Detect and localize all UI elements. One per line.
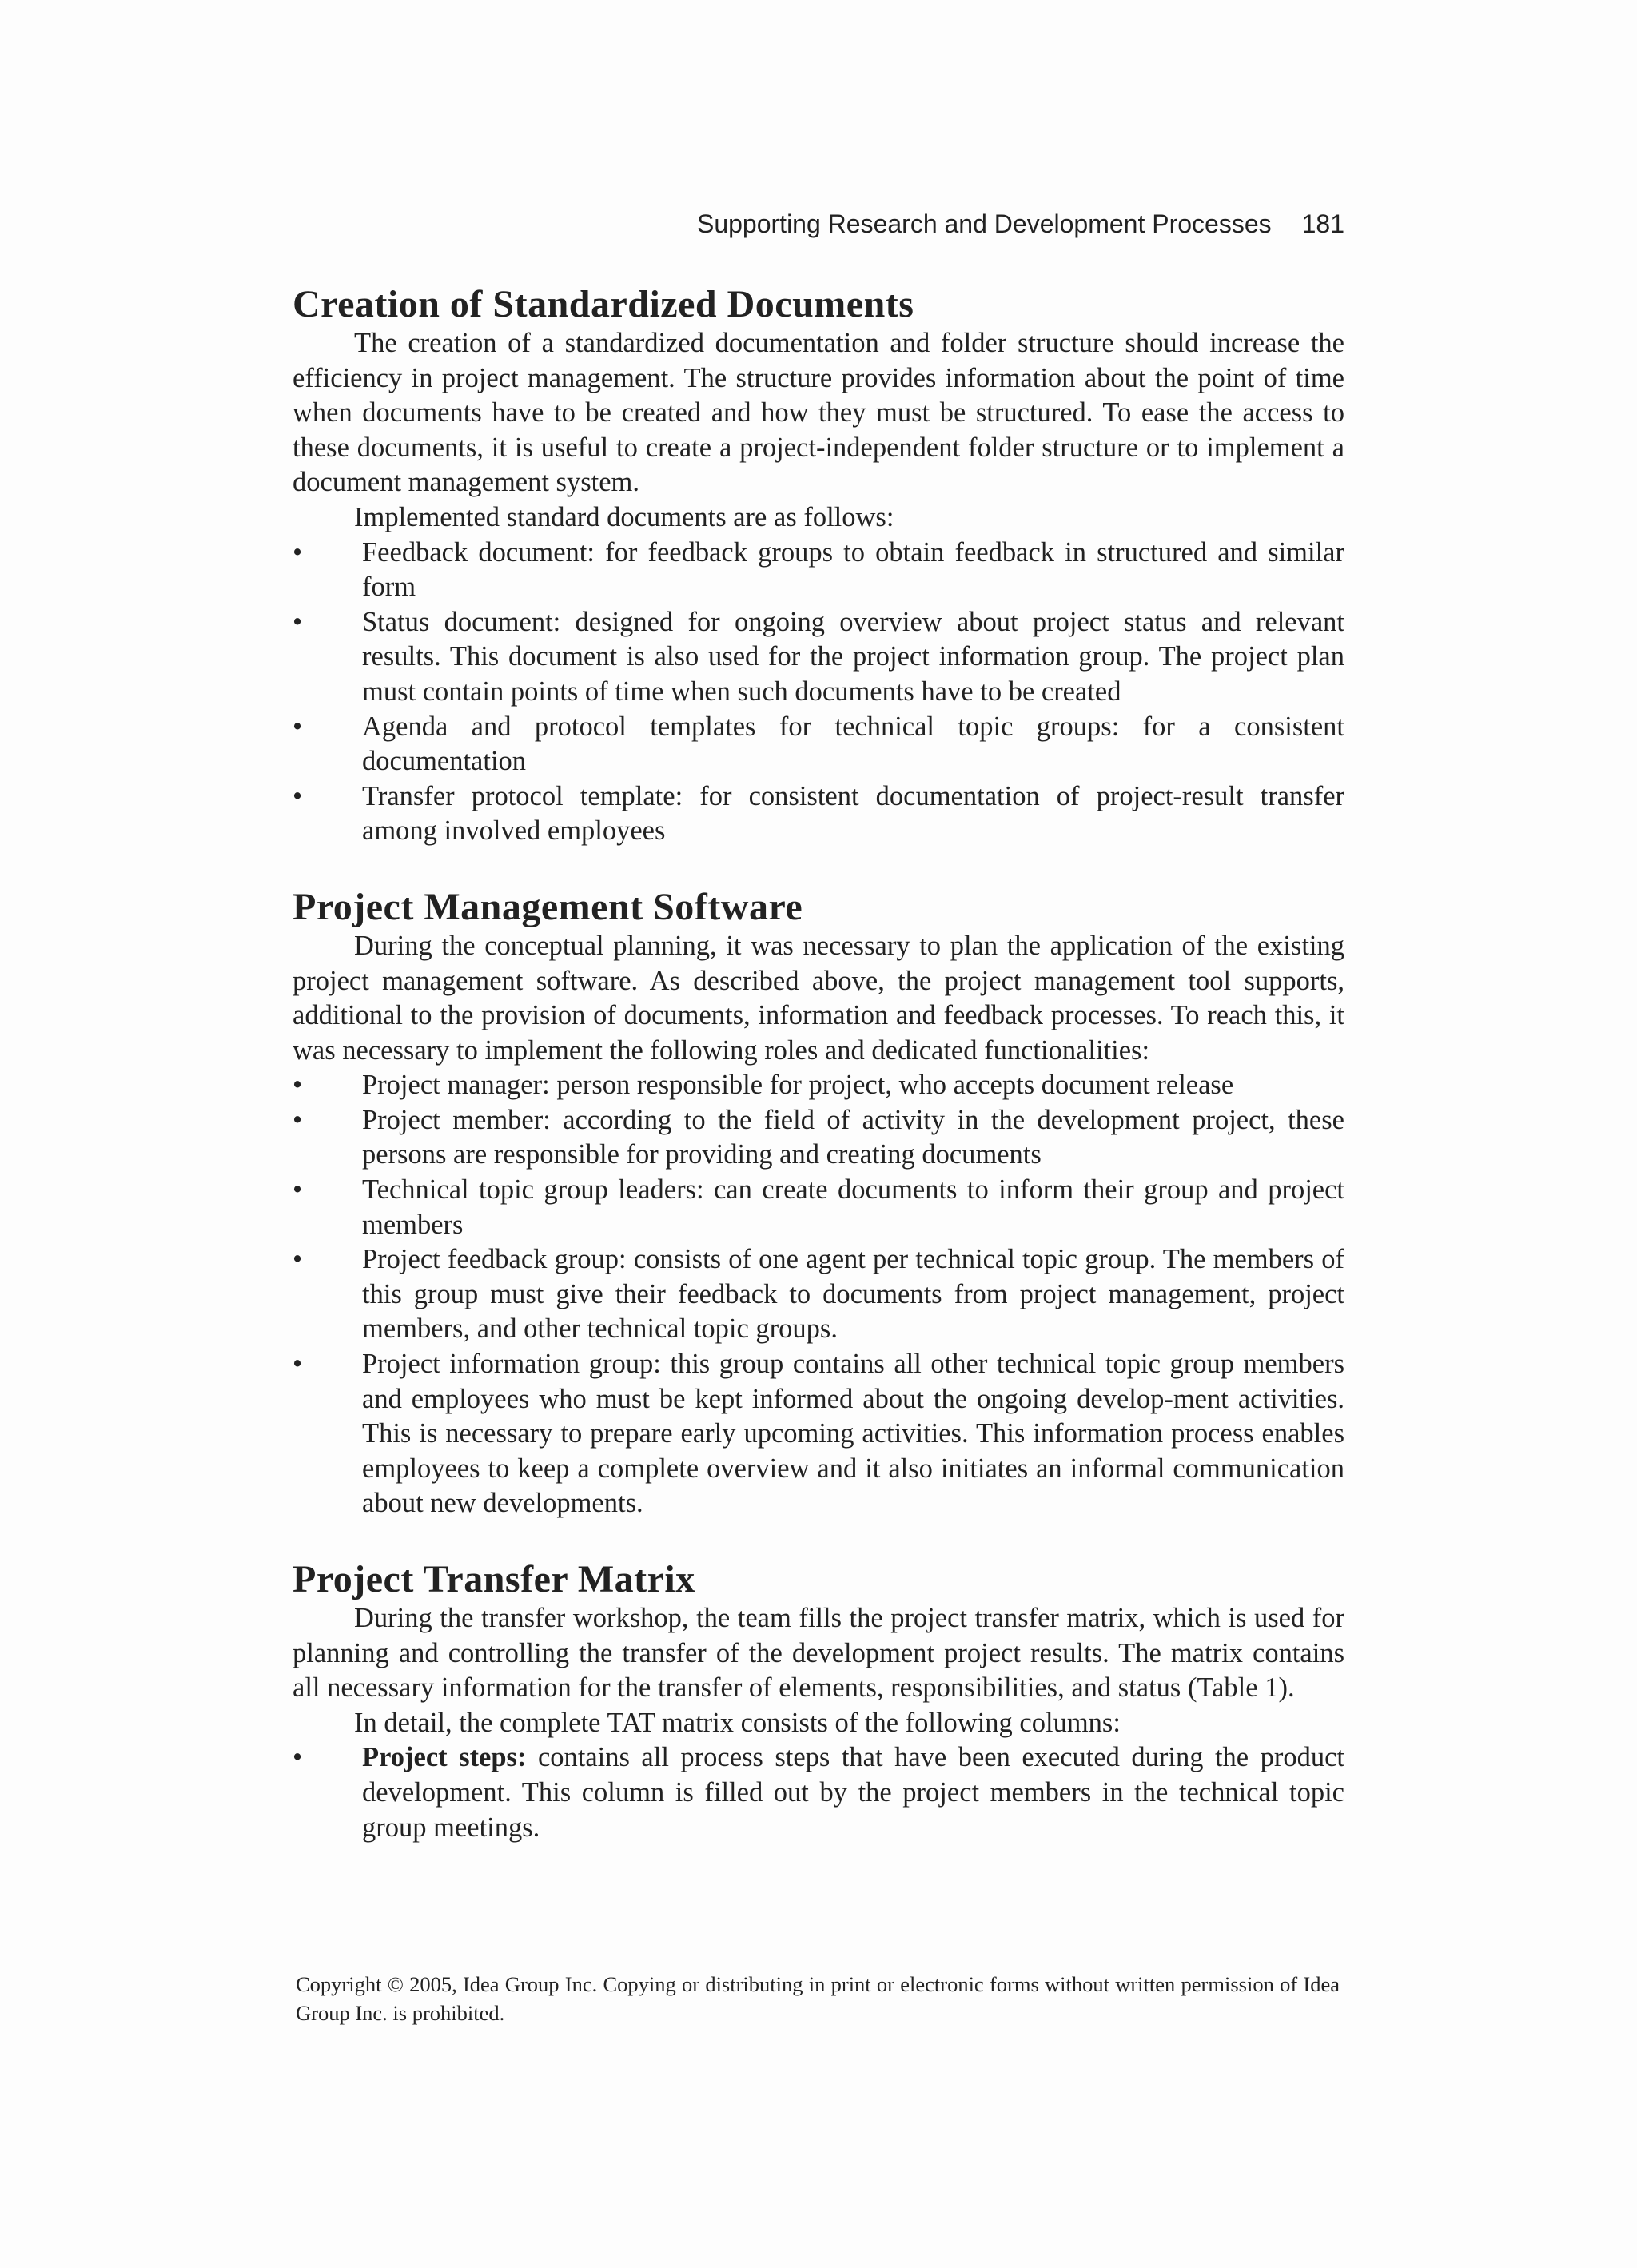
list-item bbox=[293, 1242, 1344, 1347]
list-item bbox=[293, 779, 1344, 849]
running-header bbox=[293, 209, 1344, 239]
list-item-text: Agenda and protocol templates for technical topic groups: for a consistent documentation bbox=[362, 711, 1344, 777]
section-project-transfer-matrix bbox=[293, 1557, 1344, 1845]
bullet-list bbox=[293, 1740, 1344, 1845]
list-item bbox=[293, 1173, 1344, 1242]
list-item bbox=[293, 710, 1344, 779]
list-item-term: Project steps: bbox=[362, 1742, 527, 1773]
list-item bbox=[293, 1740, 1344, 1845]
bullet-marker: • bbox=[293, 1174, 303, 1206]
bullet-marker: • bbox=[293, 711, 303, 742]
section-standardized-documents bbox=[293, 281, 1344, 849]
copyright-footer: Copyright © 2005, Idea Group Inc. Copying or distributing in print or electronic forms without written permission of Idea Group Inc. is prohibited. bbox=[296, 1972, 1340, 2025]
list-item-text: Transfer protocol template: for consistent documentation of project-result transfer among involved employees bbox=[362, 780, 1344, 847]
page-number: 181 bbox=[1301, 209, 1344, 238]
paragraph: The creation of a standardized documentation and folder structure should increase the efficiency in project management. The structure provides information about the point of time when documents have to be created and how they must be structured. To ease the access to these documents, it is useful to create a project-independent folder structure or to implement a document management system. bbox=[293, 328, 1344, 498]
main-content bbox=[293, 281, 1344, 1880]
list-item bbox=[293, 1347, 1344, 1521]
list-item-text: Project manager: person responsible for project, who accepts document release bbox=[362, 1070, 1234, 1101]
list-item-text: Project information group: this group contains all other technical topic group members and employees who must be kept informed about the ongoing develop-ment activities. This is necessary to prepare early upcoming activities. This information process enables employees to keep a complete overview and it also initiates an informal communication about new developments. bbox=[362, 1349, 1344, 1519]
bullet-marker: • bbox=[293, 1349, 303, 1380]
paragraph: In detail, the complete TAT matrix consists of the following columns: bbox=[354, 1707, 1121, 1738]
paragraph: Implemented standard documents are as follows: bbox=[354, 501, 894, 532]
bullet-marker: • bbox=[293, 1104, 303, 1135]
list-item-text: Status document: designed for ongoing overview about project status and relevant results. This document is also used for the project information group. The project plan must contain points of time when such documents have to be created bbox=[362, 606, 1344, 707]
list-item bbox=[293, 1068, 1344, 1103]
section-heading: Project Management Software bbox=[293, 885, 803, 928]
bullet-marker: • bbox=[293, 1742, 303, 1773]
bullet-marker: • bbox=[293, 780, 303, 811]
bullet-marker: • bbox=[293, 1070, 303, 1101]
list-item-text: contains all process steps that have been executed during the product development. This column is filled out by the project members in the technical topic group meetings. bbox=[362, 1742, 1344, 1843]
bullet-marker: • bbox=[293, 1244, 303, 1275]
bullet-marker: • bbox=[293, 536, 303, 568]
list-item-text: Project feedback group: consists of one agent per technical topic group. The members of this group must give their feedback to documents from project management, project members, and other technical topic groups. bbox=[362, 1244, 1344, 1345]
running-title: Supporting Research and Development Processes bbox=[696, 209, 1272, 238]
bullet-list bbox=[293, 536, 1344, 849]
section-heading: Project Transfer Matrix bbox=[293, 1558, 695, 1600]
bullet-list bbox=[293, 1068, 1344, 1521]
list-item bbox=[293, 536, 1344, 605]
section-heading: Creation of Standardized Documents bbox=[293, 283, 914, 325]
list-item bbox=[293, 605, 1344, 710]
list-item bbox=[293, 1103, 1344, 1173]
list-item-text: Project member: according to the field of activity in the development project, these persons are responsible for providing and creating documents bbox=[362, 1104, 1344, 1170]
bullet-marker: • bbox=[293, 606, 303, 637]
section-project-management-software bbox=[293, 884, 1344, 1521]
paragraph: During the transfer workshop, the team fills the project transfer matrix, which is used for planning and controlling the transfer of the development project results. The matrix contains all necessary information for the transfer of elements, responsibilities, and status (Table 1). bbox=[293, 1603, 1344, 1704]
list-item-text: Feedback document: for feedback groups to obtain feedback in structured and similar form bbox=[362, 536, 1344, 603]
list-item-text: Technical topic group leaders: can create documents to inform their group and project members bbox=[362, 1174, 1344, 1240]
paragraph: During the conceptual planning, it was necessary to plan the application of the existing project management software. As described above, the project management tool supports, additional to the provision of documents, information and feedback processes. To reach this, it was necessary to implement the following roles and dedicated functionalities: bbox=[293, 930, 1344, 1066]
